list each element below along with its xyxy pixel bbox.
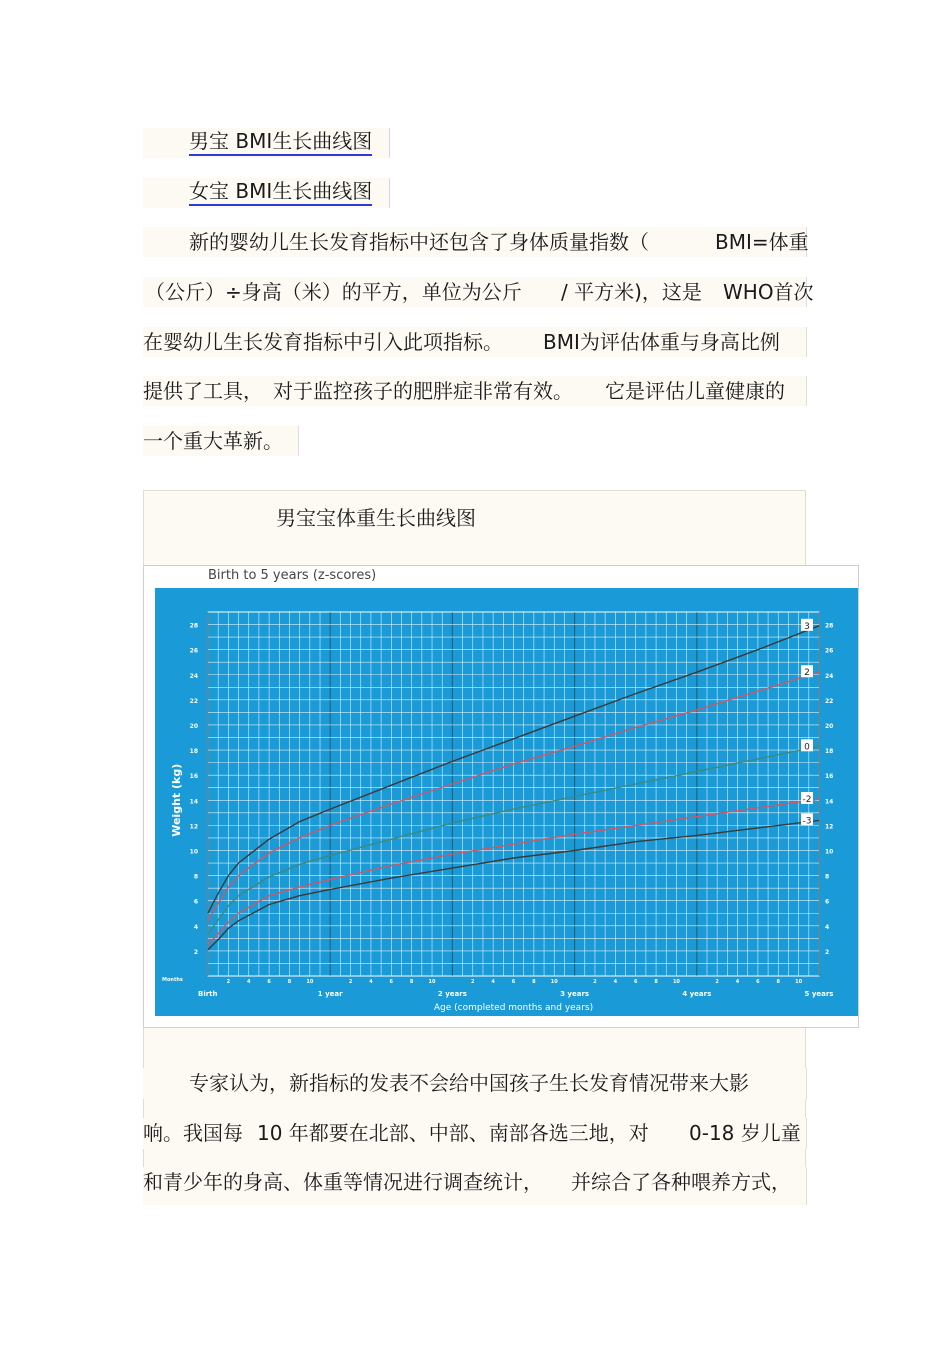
x-minor-tick: 10: [428, 979, 436, 985]
paragraph1-line4: [143, 376, 807, 406]
p2-l1-a: 专家认为，新指标的发表不会给中国孩子生长发育情况带来大影: [189, 1071, 749, 1095]
y-tick-right: 6: [825, 898, 830, 906]
p1-l2-b: / 平方米)，这是: [561, 280, 702, 304]
x-minor-tick: 6: [633, 979, 638, 985]
y-tick-right: 10: [825, 848, 834, 856]
y-tick-right: 20: [825, 722, 834, 730]
figure-title: 男宝宝体重生长曲线图: [276, 506, 476, 530]
y-tick-right: 16: [825, 773, 834, 781]
x-minor-tick: 6: [267, 979, 271, 985]
paragraph2-line1: [143, 1068, 807, 1099]
y-tick-left: 16: [189, 773, 198, 781]
x-minor-tick: 6: [756, 979, 760, 985]
p1-l2-c: WHO首次: [723, 280, 814, 304]
x-major-label: 5 years: [804, 990, 834, 998]
x-minor-tick: 8: [409, 979, 414, 985]
paragraph1-line2: [143, 277, 814, 307]
paragraph2-line2: [143, 1118, 807, 1149]
x-minor-tick: 4: [491, 979, 495, 985]
curve-label--3: -3: [802, 816, 812, 827]
y-tick-right: 24: [825, 672, 834, 680]
y-tick-right: 4: [825, 923, 830, 931]
p1-l5-a: 一个重大革新。: [143, 429, 283, 453]
y-tick-right: 18: [825, 748, 834, 756]
x-major-label: 3 years: [560, 990, 590, 998]
y-tick-left: 2: [193, 948, 198, 956]
y-tick-left: 8: [193, 873, 198, 881]
curve-label--2: -2: [802, 795, 812, 806]
x-minor-tick: 10: [795, 979, 803, 985]
p1-l4-c: 它是评估儿童健康的: [605, 379, 785, 403]
y-tick-right: 2: [825, 948, 830, 956]
x-minor-tick: 6: [511, 979, 516, 985]
y-tick-left: 20: [189, 722, 198, 730]
chart-header: Birth to 5 years (z-scores): [208, 568, 377, 583]
paragraph1-line3: [143, 327, 807, 357]
x-minor-tick: 10: [550, 979, 558, 985]
x-major-label: Birth: [198, 990, 218, 998]
x-minor-tick: 2: [593, 979, 597, 985]
p1-l3-a: 在婴幼儿生长发育指标中引入此项指标。: [143, 330, 503, 354]
p2-l2-b: 10 年都要在北部、中部、南部各选三地，对: [257, 1121, 649, 1145]
y-tick-right: 12: [825, 823, 834, 831]
x-axis-label: Age (completed months and years): [433, 1003, 594, 1013]
x-minor-tick: 2: [348, 979, 353, 985]
y-tick-left: 26: [189, 647, 198, 655]
y-tick-right: 14: [825, 798, 834, 806]
x-minor-tick: 2: [471, 979, 475, 985]
paragraph1-line5: [143, 426, 299, 456]
paragraph1-line1: [143, 227, 807, 257]
x-minor-tick: 10: [672, 979, 680, 985]
x-major-label: 4 years: [682, 990, 712, 998]
p1-l3-b: BMI为评估体重与身高比例: [543, 330, 780, 354]
y-tick-left: 14: [189, 798, 198, 806]
y-tick-left: 12: [189, 823, 198, 831]
chart-svg: [144, 566, 859, 1028]
girl-bmi-link[interactable]: [143, 178, 390, 208]
p1-l1-a: 新的婴幼儿生长发育指标中还包含了身体质量指数（: [189, 230, 649, 254]
p1-l4-b: 对于监控孩子的肥胖症非常有效。: [273, 379, 573, 403]
curve-label-0: 0: [804, 742, 810, 753]
x-minor-tick: 4: [246, 979, 251, 985]
x-minor-tick: 4: [735, 979, 740, 985]
x-minor-tick: 4: [369, 979, 373, 985]
p1-l1-b: BMI=体重: [715, 230, 809, 254]
x-minor-tick: 8: [776, 979, 781, 985]
y-tick-left: 22: [189, 697, 198, 705]
x-minor-tick: 8: [654, 979, 658, 985]
y-tick-left: 6: [193, 898, 198, 906]
p1-l4-a: 提供了工具，: [143, 379, 263, 403]
x-major-label: 2 years: [437, 990, 467, 998]
curve-label-2: 2: [804, 668, 810, 679]
x-minor-tick: 2: [226, 979, 231, 985]
paragraph2-line3: [143, 1167, 807, 1205]
weight-chart: [143, 565, 859, 1028]
x-minor-tick: 2: [715, 979, 719, 985]
x-minor-tick: 8: [532, 979, 536, 985]
p2-l2-c: 0-18 岁儿童: [689, 1121, 801, 1145]
y-tick-right: 8: [825, 873, 830, 881]
x-minor-tick: 4: [613, 979, 618, 985]
x-minor-tick: 6: [389, 979, 394, 985]
x-major-label: 1 year: [317, 990, 343, 998]
y-tick-left: 24: [189, 672, 198, 680]
y-axis-label: Weight (kg): [170, 763, 183, 837]
y-tick-right: 22: [825, 697, 834, 705]
x-months-label: Months: [162, 977, 183, 983]
p2-l2-a: 响。我国每: [143, 1121, 243, 1145]
y-tick-left: 10: [189, 848, 198, 856]
y-tick-left: 4: [193, 923, 198, 931]
x-minor-tick: 8: [287, 979, 292, 985]
x-minor-tick: 10: [306, 979, 314, 985]
curve-label-3: 3: [804, 621, 810, 632]
y-tick-left: 28: [189, 622, 198, 630]
boy-bmi-link[interactable]: [143, 128, 390, 158]
y-tick-left: 18: [189, 748, 198, 756]
y-tick-right: 26: [825, 647, 834, 655]
y-tick-right: 28: [825, 622, 834, 630]
p2-l3-b: 并综合了各种喂养方式，: [571, 1170, 791, 1194]
boy-bmi-link-text[interactable]: 男宝 BMI生长曲线图: [189, 129, 372, 156]
p2-l3-a: 和青少年的身高、体重等情况进行调查统计，: [143, 1170, 543, 1194]
p1-l2-a: （公斤）÷身高（米）的平方，单位为公斤: [145, 280, 522, 304]
girl-bmi-link-text[interactable]: 女宝 BMI生长曲线图: [189, 179, 372, 206]
